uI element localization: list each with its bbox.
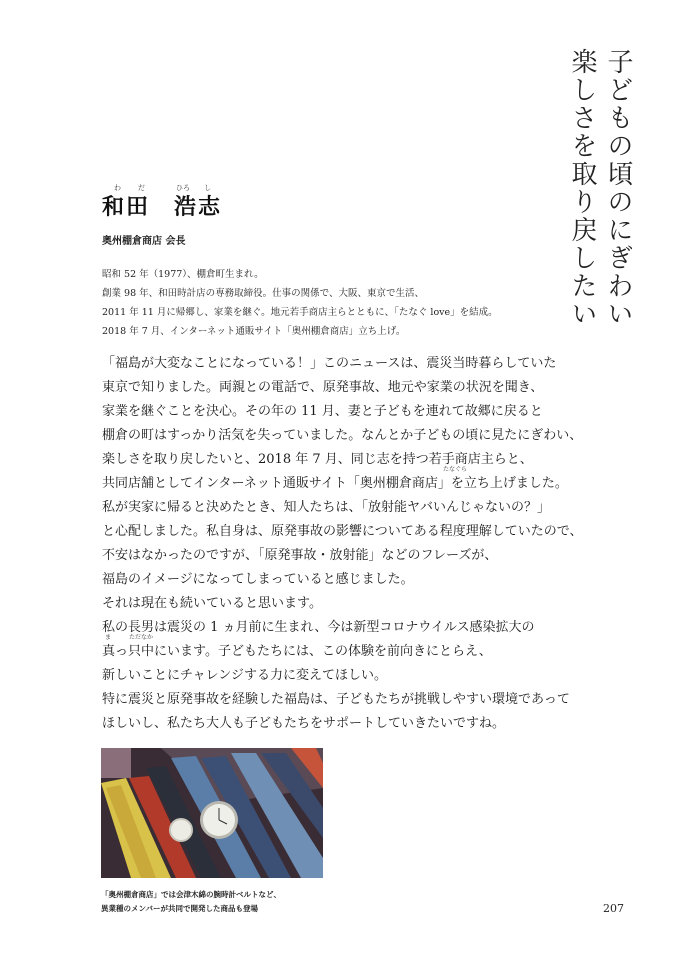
furigana-tadanaka: ただなか: [129, 634, 154, 641]
body-line: 不安はなかったのですが、「原発事故・放射能」などのフレーズが、: [102, 548, 498, 563]
photo-caption: [101, 888, 281, 916]
furigana-tanagura: たなぐら: [443, 466, 468, 473]
name-ruby: [102, 183, 222, 193]
title-line-1: 子どもの頃のにぎわい: [603, 48, 633, 328]
name-ruby-3: ひろ: [176, 184, 190, 192]
article-title: [564, 48, 636, 348]
caption-line: 「奥州棚倉商店」では会津木綿の腕時計ベルトなど、: [101, 890, 281, 899]
body-line: 東京で知りました。両親との電話で、原発事故、地元や家業の状況を聞き、: [102, 380, 544, 395]
name-ruby-1: わ: [114, 184, 121, 192]
furigana-ma: ま: [105, 634, 112, 641]
body-line: 私が実家に帰ると決めたとき、知人たちは、「放射能ヤバいんじゃないの？」: [102, 500, 550, 515]
body-line: 楽しさを取り戻したいと、2018 年 7 月、同じ志を持つ若手商店主らと、: [102, 452, 533, 467]
body-line: 私の長男は震災の 1 ヵ月前に生まれ、今は新型コロナウイルス感染拡大の: [102, 620, 535, 635]
body-line-with-furigana: [102, 634, 642, 664]
body-line: 家業を継ぐことを決心。その年の 11 月、妻と子どもを連れて故郷に戻ると: [102, 404, 543, 419]
profile-affiliation: 奥州棚倉商店 会長: [102, 236, 186, 247]
body-line: と心配しました。私自身は、原発事故の影響についてある程度理解していたので、: [102, 524, 583, 539]
page-number: 207: [603, 902, 624, 915]
body-line-text: 共同店舗としてインターネット通販サイト「奥州棚倉商店」を立ち上げました。: [102, 476, 568, 491]
caption-line: 異業種のメンバーが共同で開発した商品も登場: [101, 904, 258, 913]
watch-bands-illustration: [101, 748, 323, 878]
watch-bands-photo: [101, 748, 323, 878]
body-line: 新しいことにチャレンジする力に変えてほしい。: [102, 668, 387, 683]
body-line-with-furigana: [102, 466, 642, 496]
profile-name: 和田 浩志: [102, 194, 223, 220]
name-ruby-2: だ: [138, 184, 145, 192]
profile-name-block: [102, 183, 222, 221]
title-line-2: 楽しさを取り戻したい: [567, 48, 597, 328]
body-line-text: 真っ只中にいます。子どもたちには、この体験を前向きにとらえ、: [102, 644, 492, 659]
body-line: 棚倉の町はすっかり活気を失っていました。なんとか子どもの頃に見たにぎわい、: [102, 428, 583, 443]
body-line: 福島のイメージになってしまっていると感じました。: [102, 572, 414, 587]
name-ruby-4: し: [204, 184, 211, 192]
body-line: 特に震災と原発事故を経験した福島は、子どもたちが挑戦しやすい環境であって: [102, 692, 570, 707]
bio-line: 2018 年 7 月、インターネット通販サイト「奥州棚倉商店」立ち上げ。: [102, 326, 406, 337]
bio-line: 昭和 52 年（1977）、棚倉町生まれ。: [102, 269, 264, 280]
body-line: 「福島が大変なことになっている！」このニュースは、震災当時暮らしていた: [102, 356, 557, 371]
bio-line: 創業 98 年、和田時計店の専務取締役。仕事の関係で、大阪、東京で生活、: [102, 288, 424, 299]
body-line: ほしいし、私たち大人も子どもたちをサポートしていきたいですね。: [102, 716, 506, 731]
article-body: [102, 352, 642, 736]
bio-line: 2011 年 11 月に帰郷し、家業を継ぐ。地元若手商店主らとともに、「たなぐ love」を結成。: [102, 307, 498, 318]
profile-bio: [102, 265, 542, 341]
body-line: それは現在も続いていると思います。: [102, 596, 322, 611]
